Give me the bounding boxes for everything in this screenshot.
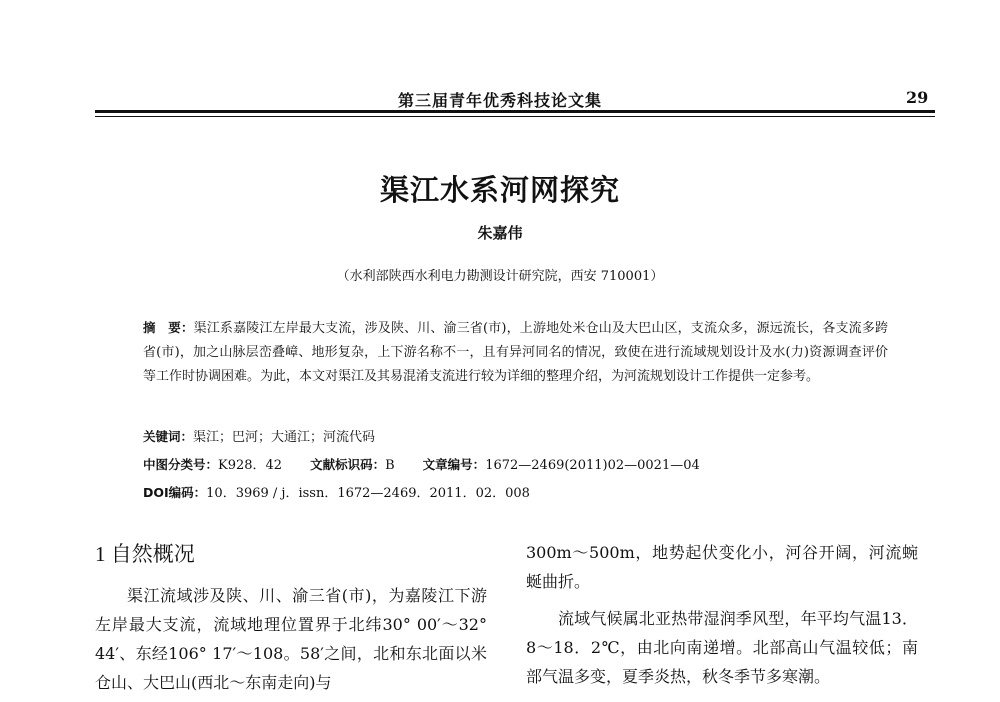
body-column-left (95, 538, 487, 697)
body-paragraph-continued: 300m～500m，地势起伏变化小，河谷开阔，河流蜿蜒曲折。 (526, 543, 918, 591)
classification-line (143, 453, 888, 478)
body-paragraph: 渠江流域涉及陕、川、渝三省(市)，为嘉陵江下游左岸最大支流，流域地理位置界于北纬30° 00′～32° 44′、东经106° 17′～108。58′之间，北和东北面以米仓山、大巴山(西北～东南走向)与 (95, 586, 487, 692)
article-affiliation: （水利部陕西水利电力勘测设计研究院，西安 710001） (336, 269, 664, 284)
clc-value: K928．42 (218, 458, 283, 473)
doi-value: 10．3969 / j．issn．1672—2469．2011．02．008 (206, 486, 530, 501)
article-number-value: 1672—2469(2011)02—0021—04 (485, 458, 700, 473)
abstract (143, 316, 888, 389)
keywords-label: 关键词： (143, 429, 194, 444)
abstract-label: 摘 要： (143, 320, 194, 335)
article-number-label: 文章编号： (422, 457, 486, 472)
running-title: 第三届青年优秀科技论文集 (398, 91, 603, 110)
section-heading: 1 自然概况 (95, 542, 195, 566)
header-rule-thick (95, 110, 935, 113)
doc-code-label: 文献标识码： (310, 457, 386, 472)
article-author: 朱嘉伟 (477, 224, 523, 242)
doi-label: DOI编码： (143, 485, 207, 500)
keywords (143, 425, 888, 450)
header-rule-thin (95, 116, 935, 117)
page-number: 29 (906, 88, 929, 107)
doi-line (143, 481, 888, 506)
clc-label: 中图分类号： (143, 457, 219, 472)
body-paragraph: 流域气候属北亚热带湿润季风型，年平均气温13．8～18．2℃，由北向南递增。北部高山气温较低；南部气温多变，夏季炎热，秋冬季节多寒潮。 (526, 609, 918, 686)
body-column-right (526, 538, 918, 691)
keywords-text: 渠江；巴河；大通江；河流代码 (193, 430, 376, 445)
abstract-text: 渠江系嘉陵江左岸最大支流，涉及陕、川、渝三省(市)，上游地处米仓山及大巴山区，支流众多，源远流长，各支流多跨省(市)，加之山脉层峦叠嶂、地形复杂，上下游名称不一，且有异河同名的情况，致使在进行流域规划设计及水(力)资源调查评价等工作时协调困难。为此，本文对渠江及其易混淆支流进行较为详细的整理介绍，为河流规划设计工作提供一定参考。 (143, 321, 888, 384)
article-title: 渠江水系河网探究 (379, 173, 620, 207)
doc-code-value: B (385, 458, 395, 473)
